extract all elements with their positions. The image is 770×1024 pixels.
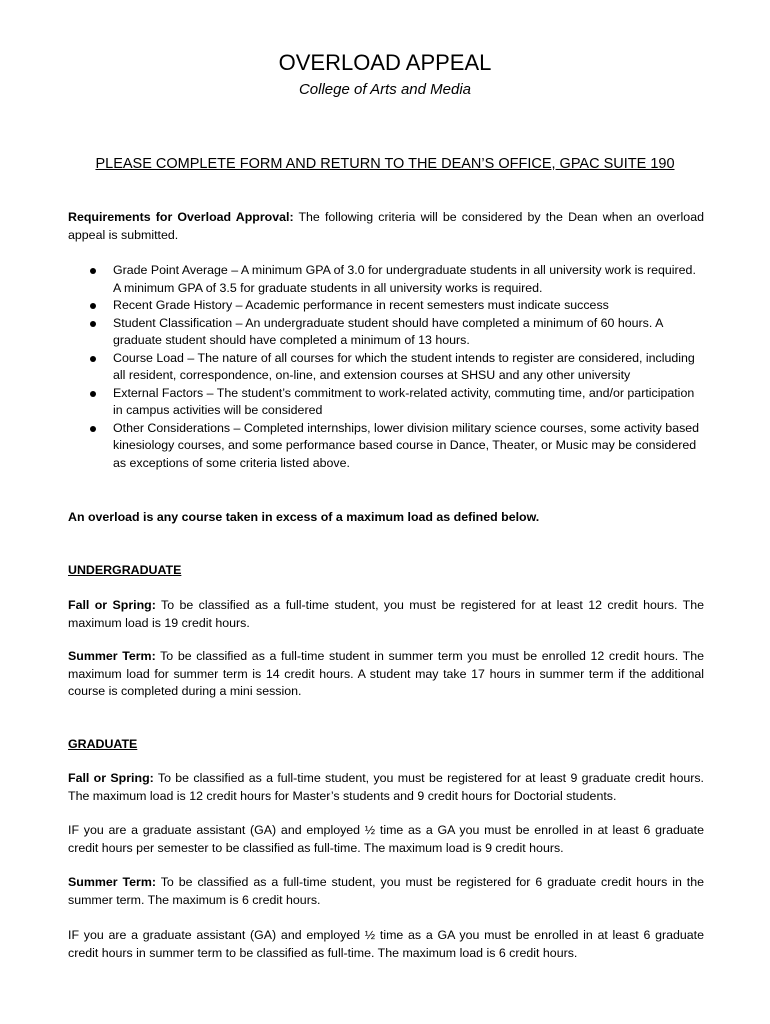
criteria-text: Other Considerations – Completed internships, lower division military science courses, some activity based kinesiology courses, and some performance based course in Dance, Theater, or Music may be considered as exceptions of some criteria listed above. [113,420,700,470]
document-subtitle: College of Arts and Media [298,81,472,98]
requirements-label: Requirements for Overload Approval: [68,210,294,224]
fall-spring-label: Fall or Spring: [68,598,156,612]
list-item [90,385,700,420]
bullet-icon [90,356,96,362]
graduate-heading: GRADUATE [68,737,138,751]
criteria-text: Course Load – The nature of all courses for which the student intends to register are considered, including all resident, correspondence, on-line, and extension courses at SHSU and any other university [113,350,695,382]
graduate-ga-summer: IF you are a graduate assistant (GA) and employed ½ time as a GA you must be enrolled in at least 6 graduate credit hours in summer term to be classified as full-time. The maximum load is 6 credit hours. [68,928,704,960]
bullet-icon [90,303,96,309]
criteria-list [90,262,700,472]
list-item [90,262,700,297]
criteria-text: Student Classification – An undergraduate student should have completed a minimum of 60 hours. A graduate student should have completed a minimum of 13 hours. [113,315,663,347]
requirements-text: The following criteria will be considered by the Dean when an overload appeal is submitted. [68,210,704,242]
summer-label: Summer Term: [68,649,156,663]
criteria-text: Recent Grade History – Academic performance in recent semesters must indicate success [113,298,609,312]
graduate-summer [68,874,704,909]
fall-spring-text: To be classified as a full-time student, you must be registered for at least 12 credit hours. The maximum load is 19 credit hours. [68,598,705,630]
summer-text: To be classified as a full-time student in summer term you must be enrolled 12 credit hours. The maximum load for summer term is 14 credit hours. A student may take 17 hours in summer term if the additional course is completed during a mini session. [68,649,704,698]
fall-spring-text: To be classified as a full-time student, you must be registered for at least 9 graduate credit hours. The maximum load is 12 credit hours for Master’s students and 9 credit hours for Doctorial students. [68,771,704,803]
list-item [90,350,700,385]
graduate-fall-spring [68,770,704,805]
criteria-text: Grade Point Average – A minimum GPA of 3.0 for undergraduate students in all university work is required. A minimum GPA of 3.5 for graduate students in all university works is required. [113,263,696,295]
undergraduate-fall-spring [68,597,704,632]
bullet-icon [90,268,96,274]
summer-text: To be classified as a full-time student, you must be registered for 6 graduate credit hours in the summer term. The maximum is 6 credit hours. [68,875,704,907]
graduate-ga-semester: IF you are a graduate assistant (GA) and employed ½ time as a GA you must be enrolled in at least 6 graduate credit hours per semester to be classified as full-time. The maximum load is 9 credit hours. [68,823,704,855]
list-item [90,420,700,473]
return-instruction: PLEASE COMPLETE FORM AND RETURN TO THE DEAN’S OFFICE, GPAC SUITE 190 [95,156,675,172]
document-title: OVERLOAD APPEAL [278,50,492,75]
list-item [90,297,700,315]
summer-label: Summer Term: [68,875,157,889]
bullet-icon [90,426,96,432]
undergraduate-heading: UNDERGRADUATE [68,563,182,577]
bullet-icon [90,391,96,397]
undergraduate-summer [68,648,704,701]
bullet-icon [90,321,96,327]
fall-spring-label: Fall or Spring: [68,771,154,785]
overload-definition: An overload is any course taken in excess of a maximum load as defined below. [68,510,540,524]
criteria-text: External Factors – The student’s commitment to work-related activity, commuting time, and/or participation in campus activities will be considered [113,385,695,417]
list-item [90,315,700,350]
requirements-intro [68,209,704,244]
